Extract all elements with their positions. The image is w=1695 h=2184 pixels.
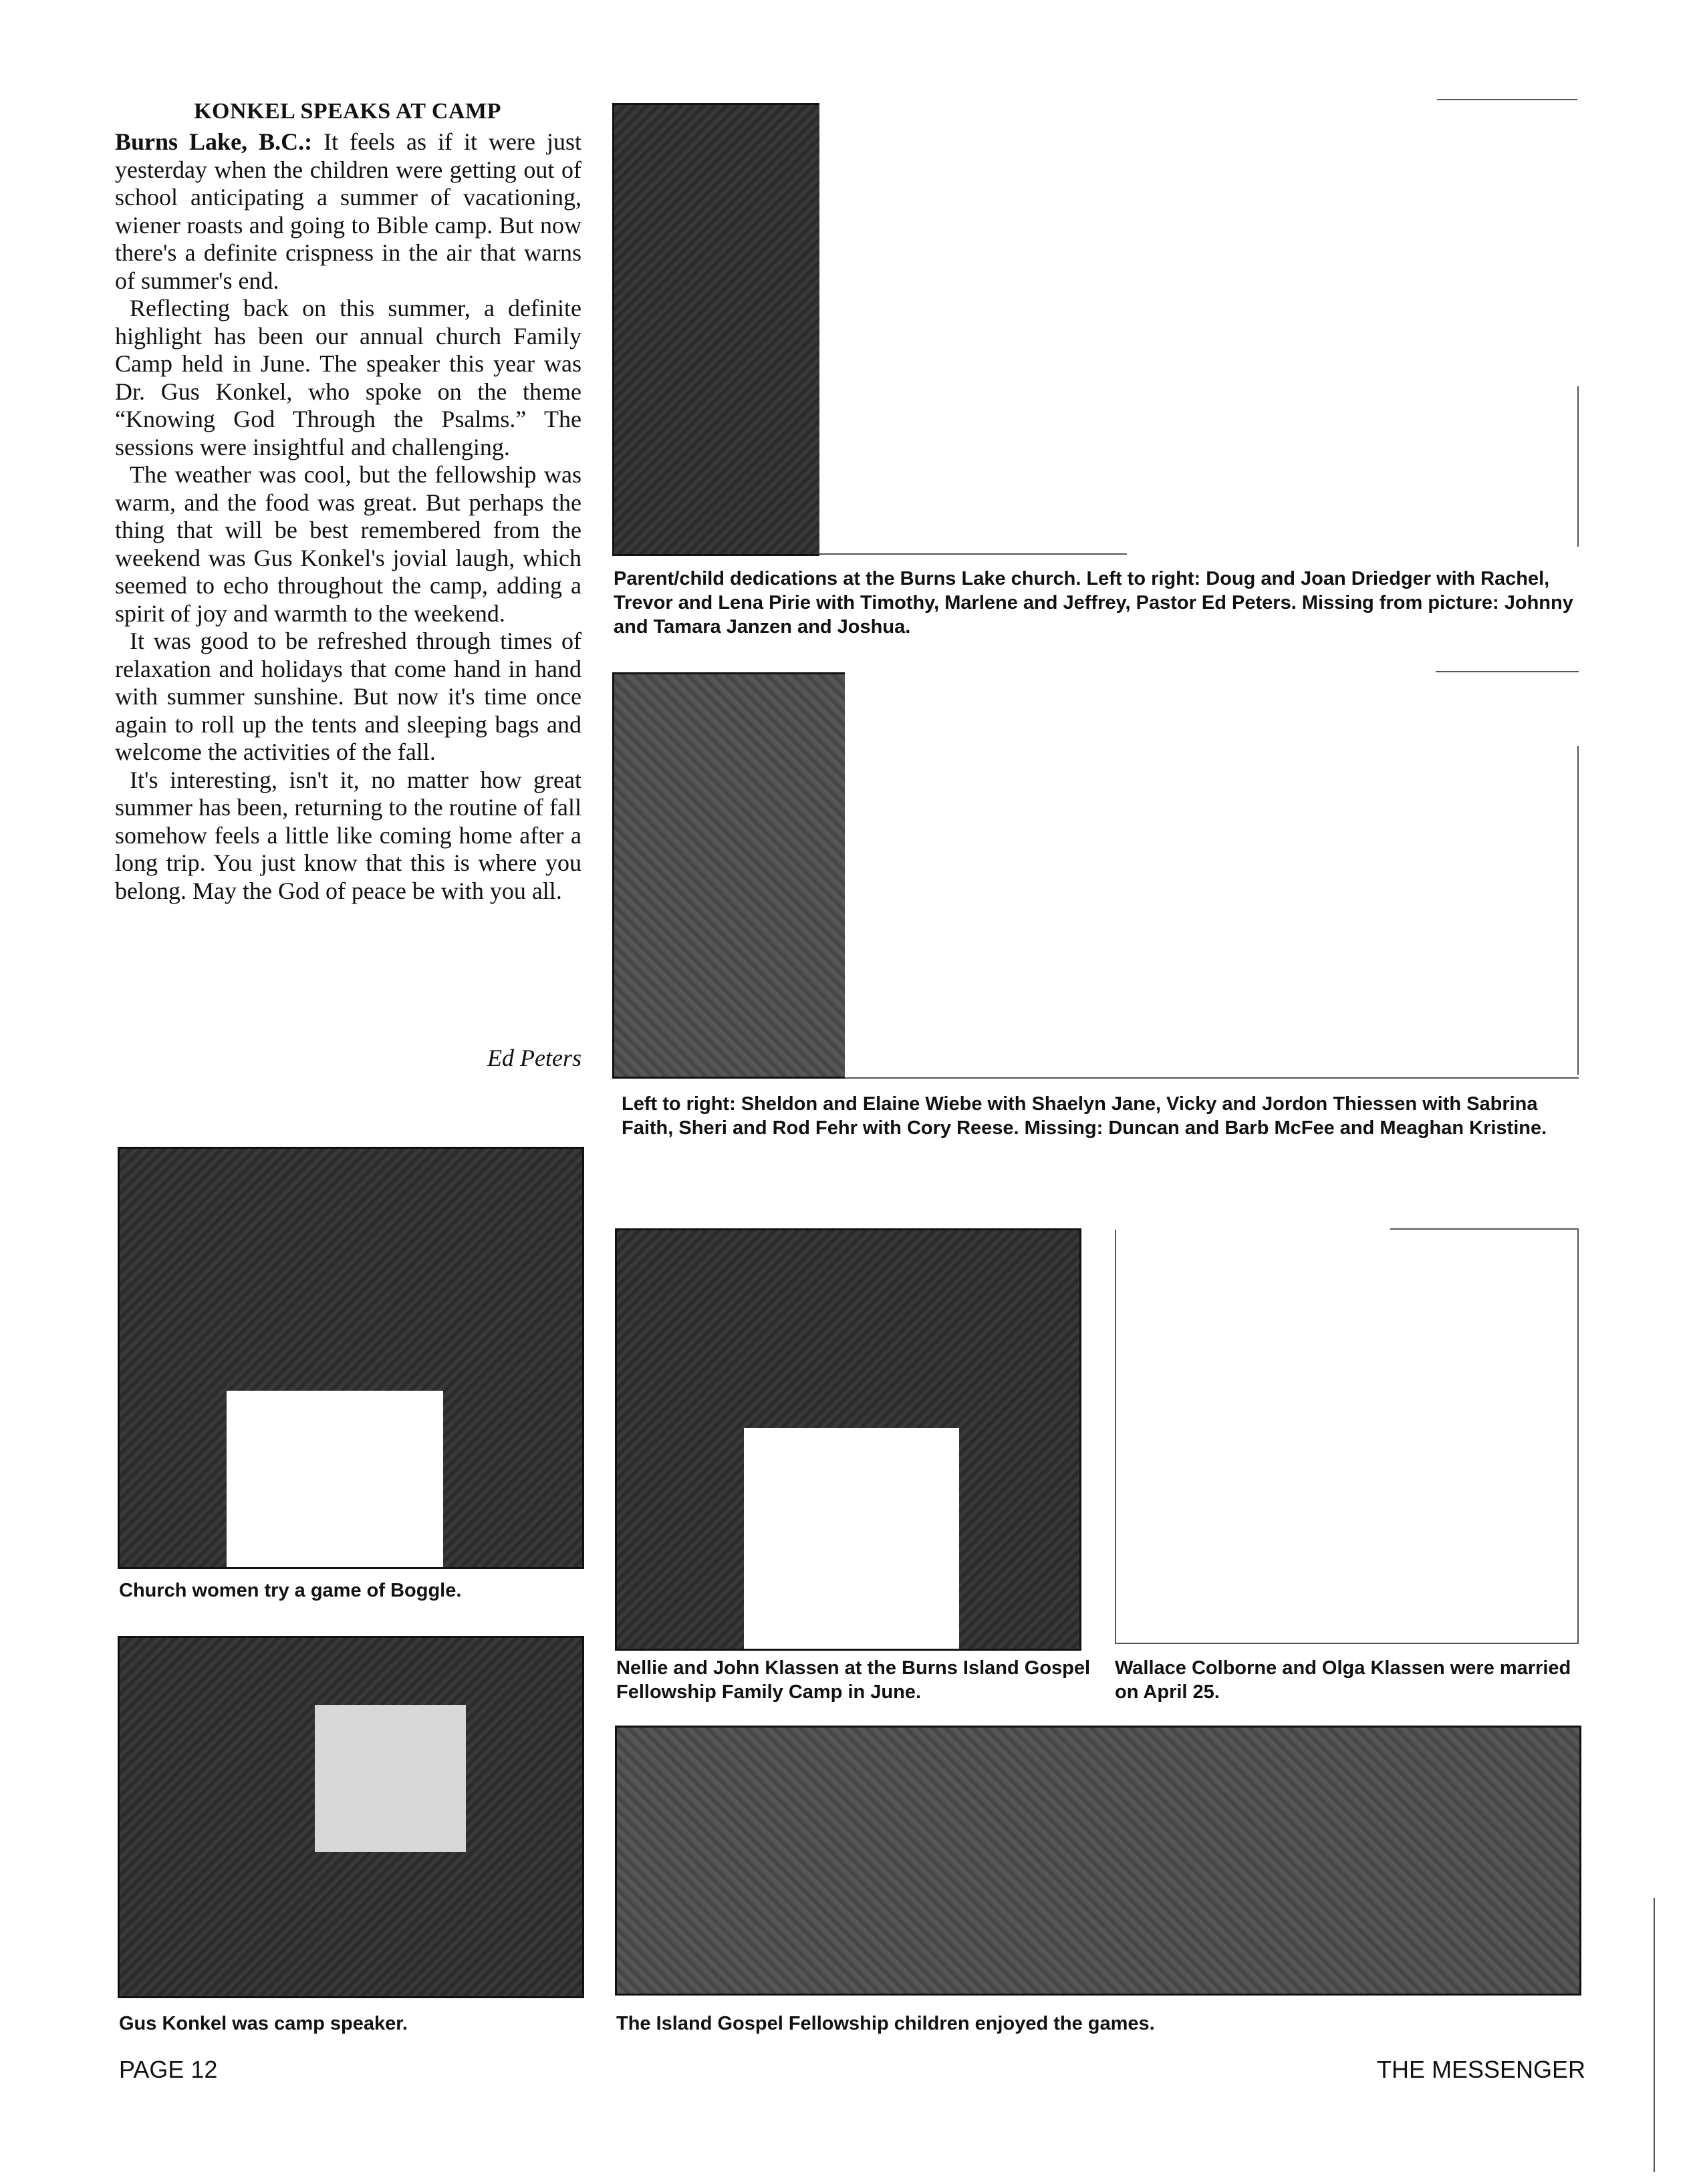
page-number: PAGE 12 bbox=[119, 2056, 218, 2083]
caption-children: The Island Gospel Fellowship children enjoyed the games. bbox=[616, 2013, 1155, 2034]
article-paragraph-1-text: It feels as if it were just yesterday when the children were getting out of school anticipating a summer of vacationing, wiener roasts and going to Bible camp. But now there's a definite crispness in the air that warns of summer's end. bbox=[115, 128, 582, 294]
wedding-photo-top-rule bbox=[1390, 1228, 1579, 1230]
boggle-photo-blank-region bbox=[227, 1391, 443, 1569]
caption-speaker: Gus Konkel was camp speaker. bbox=[119, 2013, 408, 2034]
speaker-photo-projection-screen bbox=[315, 1705, 466, 1852]
wiebe-photo-top-rule bbox=[1436, 671, 1579, 672]
article-headline: KONKEL SPEAKS AT CAMP bbox=[194, 99, 501, 124]
dedication-photo-right-rule bbox=[1577, 386, 1579, 547]
dedication-photo bbox=[612, 103, 819, 556]
wedding-photo-bottom-rule bbox=[1115, 1643, 1579, 1644]
dedication-photo-top-rule bbox=[1437, 99, 1577, 100]
wiebe-photo-bottom-rule bbox=[845, 1077, 1579, 1079]
article-body bbox=[115, 128, 581, 905]
boggle-photo bbox=[118, 1147, 584, 1569]
klassen-photo-blank-region bbox=[744, 1428, 959, 1651]
caption-klassen: Nellie and John Klassen at the Burns Island Gospel Fellowship Family Camp in June. bbox=[616, 1657, 1091, 1703]
wiebe-photo bbox=[612, 672, 845, 1079]
article-paragraph-4: It was good to be refreshed through times of relaxation and holidays that come hand in hand with summer sunshine. But now it's time once again to roll up the tents and sleeping bags and welcome the activities of the fall. bbox=[115, 628, 581, 765]
speaker-photo bbox=[118, 1636, 584, 1998]
article-byline: Ed Peters bbox=[487, 1045, 581, 1071]
article-paragraph-3: The weather was cool, but the fellowship was warm, and the food was great. But perhaps the thing that will be best remembered from the weekend was Gus Konkel's jovial laugh, which seemed to echo throughout the camp, adding a spirit of joy and warmth to the weekend. bbox=[115, 461, 581, 627]
caption-wiebe: Left to right: Sheldon and Elaine Wiebe with Shaelyn Jane, Vicky and Jordon Thiessen with Sabrina Faith, Sheri and Rod Fehr with Cory Reese. Missing: Duncan and Barb McFee and Meaghan Kristine. bbox=[622, 1093, 1547, 1139]
article-paragraph-2: Reflecting back on this summer, a definite highlight has been our annual church Family Camp held in June. The speaker this year was Dr. Gus Konkel, who spoke on the theme “Knowing God Through the Psalms.” The sessions were insightful and challenging. bbox=[115, 295, 581, 460]
article-paragraph-5: It's interesting, isn't it, no matter how great summer has been, returning to the routine of fall somehow feels a little like coming home after a long trip. You just know that this is where you belong. May the God of peace be with you all. bbox=[115, 766, 581, 904]
caption-dedications: Parent/child dedications at the Burns Lake church. Left to right: Doug and Joan Driedger with Rachel, Trevor and Lena Pirie with Timothy, Marlene and Jeffrey, Pastor Ed Peters. Missing from picture: Johnny and Tamara Janzen and Joshua. bbox=[614, 568, 1573, 638]
wiebe-photo-right-rule bbox=[1577, 746, 1579, 1075]
article-paragraph-1 bbox=[115, 128, 581, 295]
article-dateline: Burns Lake, B.C.: bbox=[115, 128, 313, 155]
caption-wedding: Wallace Colborne and Olga Klassen were married on April 25. bbox=[1115, 1657, 1571, 1703]
publication-name: THE MESSENGER bbox=[1376, 2056, 1585, 2083]
wedding-photo-left-rule bbox=[1115, 1230, 1116, 1644]
dedication-photo-bottom-rule bbox=[819, 553, 1127, 555]
wedding-photo-right-rule bbox=[1577, 1230, 1579, 1644]
caption-boggle: Church women try a game of Boggle. bbox=[119, 1580, 462, 1601]
klassen-photo bbox=[615, 1228, 1081, 1651]
page-edge-rule bbox=[1654, 1898, 1655, 2172]
children-photo bbox=[615, 1726, 1581, 1996]
